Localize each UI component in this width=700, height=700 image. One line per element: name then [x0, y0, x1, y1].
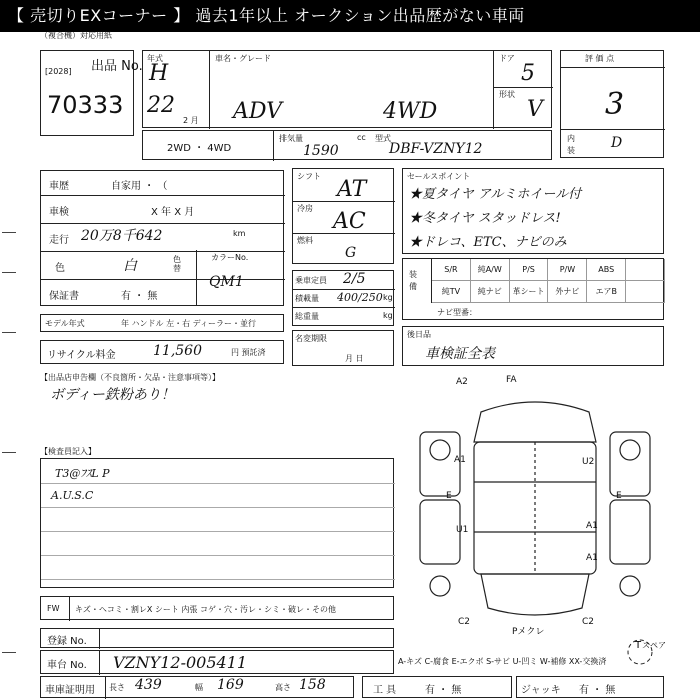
- width-value: 169: [217, 677, 244, 693]
- mileage-label: 走行: [49, 235, 69, 246]
- rear-notes-value: 車検証全表: [425, 346, 495, 362]
- inspector-notes-label: 【検査員記入】: [40, 447, 96, 456]
- capacity-label: 乗車定員: [295, 276, 327, 285]
- displacement-label: 排気量: [279, 134, 303, 143]
- car-rear-outline: [481, 574, 589, 615]
- width-label: 幅: [195, 683, 203, 692]
- history-value: 自家用 ・ （: [111, 181, 168, 192]
- score-value: 3: [605, 87, 625, 122]
- chassis-value: VZNY12-005411: [113, 653, 248, 672]
- model-code-label: 型式: [375, 134, 391, 143]
- sales-points-box: [402, 168, 664, 254]
- defect-legend: A-キズ C-腐食 E-エクボ S-サビ U-凹ミ W-補修 XX-交換済: [398, 657, 607, 666]
- capacity-block: [292, 270, 394, 326]
- load-label: 積載量: [295, 294, 319, 303]
- inspection-label: 車検: [49, 207, 69, 218]
- interior-label-2: 装: [567, 146, 575, 155]
- recycle-label: リサイクル料金: [47, 350, 116, 361]
- recycle-value: 11,560: [153, 343, 202, 359]
- inspector-note-2: A.U.S.C: [51, 489, 94, 502]
- model-year-label: モデル年式: [45, 319, 85, 328]
- defects-text: キズ・ヘコミ・割レX シート 内張 コゲ・穴・汚レ・シミ・破レ・その他: [75, 605, 336, 614]
- equip-blank-2: [626, 281, 665, 303]
- equipment-label: 装備: [409, 270, 417, 291]
- name-label: 車名・グレード: [215, 54, 271, 63]
- shape-value: V: [527, 97, 543, 122]
- doors-label: ドア: [499, 54, 515, 63]
- recycle-unit: 円 預託済: [231, 348, 266, 357]
- equipment-box: [402, 258, 664, 320]
- equip-pw: P/W: [548, 259, 587, 281]
- sales-points-label: セールスポイント: [407, 172, 471, 181]
- sales-point-3: ★ドレコ、ETC、ナビのみ: [409, 235, 567, 250]
- wheel-front-right: [620, 440, 640, 460]
- color-label: 色: [55, 263, 65, 274]
- model-name: ADV: [233, 99, 283, 124]
- warranty-label: 保証書: [49, 291, 79, 302]
- capacity-value: 2/5: [343, 271, 366, 287]
- recycle-row: [40, 340, 284, 364]
- color-no-label: カラーNo.: [211, 253, 249, 262]
- chassis-row: [40, 650, 394, 674]
- jack-label: ジャッキ: [521, 685, 561, 696]
- color-value: 白: [123, 258, 137, 274]
- right-side-rear: [610, 500, 650, 564]
- chassis-label: 車台 No.: [47, 660, 87, 671]
- interior-label: 内: [567, 134, 575, 143]
- length-label: 長さ: [109, 683, 125, 692]
- displacement-unit: cc: [357, 133, 366, 142]
- defects-row: [40, 596, 394, 620]
- mech-block: [292, 168, 394, 264]
- jack-value: 有 ・ 無: [579, 685, 616, 696]
- name-change-label: 名変期限: [295, 334, 327, 343]
- lot-number: 70333: [47, 91, 124, 119]
- jack-row: [516, 676, 664, 698]
- warranty-value: 有 ・ 無: [121, 291, 158, 302]
- equip-leather: 革シート: [510, 281, 549, 303]
- gross-label: 総重量: [295, 312, 319, 321]
- rear-notes-box: [402, 326, 664, 366]
- score-box: [560, 50, 664, 158]
- lot-box: [40, 50, 143, 136]
- car-hood-outline: [474, 402, 596, 442]
- exhibitor-notes-label: 【出品店申告欄（不良箇所・欠品・注意事項等）】: [40, 373, 220, 382]
- doors-value: 5: [521, 61, 535, 86]
- diag-spare-t: T: [635, 640, 642, 651]
- mileage-unit: km: [233, 229, 246, 238]
- cooling-label: 冷房: [297, 204, 313, 213]
- lot-code: [2028]: [45, 67, 72, 76]
- exhibitor-notes-value: ボディー鉄粉あり！: [50, 387, 175, 403]
- displacement-value: 1590: [303, 143, 339, 159]
- equip-aw: 純A/W: [471, 259, 510, 281]
- drive-options: 2WD ・ 4WD: [167, 143, 232, 154]
- defects-label: FW: [47, 604, 60, 613]
- diag-u2: U2: [582, 457, 595, 467]
- history-label: 車歴: [49, 181, 69, 192]
- inspector-note-1: T3@ﾌｽL P: [55, 467, 110, 480]
- fuel-value: G: [345, 245, 357, 261]
- sales-point-1: ★夏タイヤ アルミホイール付: [409, 187, 582, 202]
- shift-label: シフト: [297, 172, 321, 181]
- auction-sheet: [0, 32, 700, 700]
- height-value: 158: [299, 677, 326, 693]
- diag-u1: U1: [456, 525, 469, 535]
- diag-a1-left: A1: [454, 455, 466, 465]
- load-unit: kg: [383, 293, 393, 302]
- cooling-value: AC: [333, 209, 366, 234]
- interior-value: D: [611, 135, 623, 151]
- mileage-value: 20万8千642: [81, 228, 163, 244]
- certificate-label: 車庫証明用: [45, 685, 95, 696]
- equip-abs: ABS: [587, 259, 626, 281]
- diag-a1-right-rear: A1: [586, 553, 598, 563]
- length-value: 439: [135, 677, 162, 693]
- diag-e-left: E: [446, 491, 452, 501]
- right-side-front: [610, 432, 650, 496]
- diag-c2-right: C2: [582, 617, 595, 627]
- equip-sr: S/R: [432, 259, 471, 281]
- year-era: H: [149, 61, 169, 86]
- model-year-value: 年 ハンドル 左・右 ディーラー・並行: [121, 319, 256, 328]
- fuel-label: 燃料: [297, 236, 313, 245]
- spare-label: スペア: [642, 641, 666, 650]
- vehicle-box: [142, 50, 552, 128]
- diag-fa: FA: [506, 375, 517, 385]
- shape-label: 形状: [499, 90, 515, 99]
- diag-a2: A2: [456, 377, 468, 387]
- spec-row: [142, 130, 552, 160]
- equipment-grid: [431, 259, 665, 303]
- load-value: 400/250: [337, 291, 383, 304]
- diag-e-right: E: [616, 491, 622, 501]
- wheel-rear-right: [620, 576, 640, 596]
- inspector-notes-box: [40, 458, 394, 588]
- model-year-row: [40, 314, 284, 332]
- form-header: （複合機）対応用紙: [40, 31, 112, 40]
- tools-value: 有 ・ 無: [425, 685, 462, 696]
- equip-blank-1: [626, 259, 665, 281]
- score-label: 評 価 点: [585, 54, 615, 63]
- navi-model-label: ナビ型番：: [437, 308, 477, 317]
- shift-value: AT: [337, 177, 367, 202]
- gross-unit: kg: [383, 311, 393, 320]
- color-no-value: QM1: [209, 274, 244, 290]
- name-change-box: [292, 330, 394, 366]
- left-side-rear: [420, 500, 460, 564]
- color-change-label: 色替: [173, 255, 181, 273]
- registration-label: 登録 No.: [47, 636, 87, 647]
- diag-p-mekure: Pメクレ: [512, 627, 545, 637]
- diag-a1-right: A1: [586, 521, 598, 531]
- equip-tv: 純TV: [432, 281, 471, 303]
- year-value: 22: [147, 93, 175, 118]
- wheel-rear-left: [430, 576, 450, 596]
- height-label: 高さ: [275, 683, 291, 692]
- color-no-box: [196, 250, 284, 306]
- year-month: 2 月: [183, 116, 199, 125]
- registration-row: [40, 628, 394, 648]
- grade-name: 4WD: [383, 99, 438, 124]
- name-change-value: 月 日: [345, 354, 364, 363]
- rear-notes-label: 後日品: [407, 330, 431, 339]
- equip-ps: P/S: [510, 259, 549, 281]
- model-code-value: DBF-VZNY12: [389, 141, 483, 157]
- lot-label: 出品 No.: [91, 59, 143, 74]
- year-label: 年式: [147, 54, 163, 63]
- wheel-front-left: [430, 440, 450, 460]
- equip-airbag: エアB: [587, 281, 626, 303]
- inspection-value: X 年 X 月: [151, 207, 195, 218]
- tools-row: [362, 676, 512, 698]
- sales-point-2: ★冬タイヤ スタッドレス!: [409, 211, 561, 226]
- banner: 【 売切りEXコーナー 】 過去1年以上 オークション出品歴がない車両: [0, 0, 700, 32]
- diag-c2-left: C2: [458, 617, 471, 627]
- tools-label: 工 具: [373, 685, 397, 696]
- equip-ext-navi: 外ナビ: [548, 281, 587, 303]
- certificate-row: [40, 676, 354, 698]
- equip-navi: 純ナビ: [471, 281, 510, 303]
